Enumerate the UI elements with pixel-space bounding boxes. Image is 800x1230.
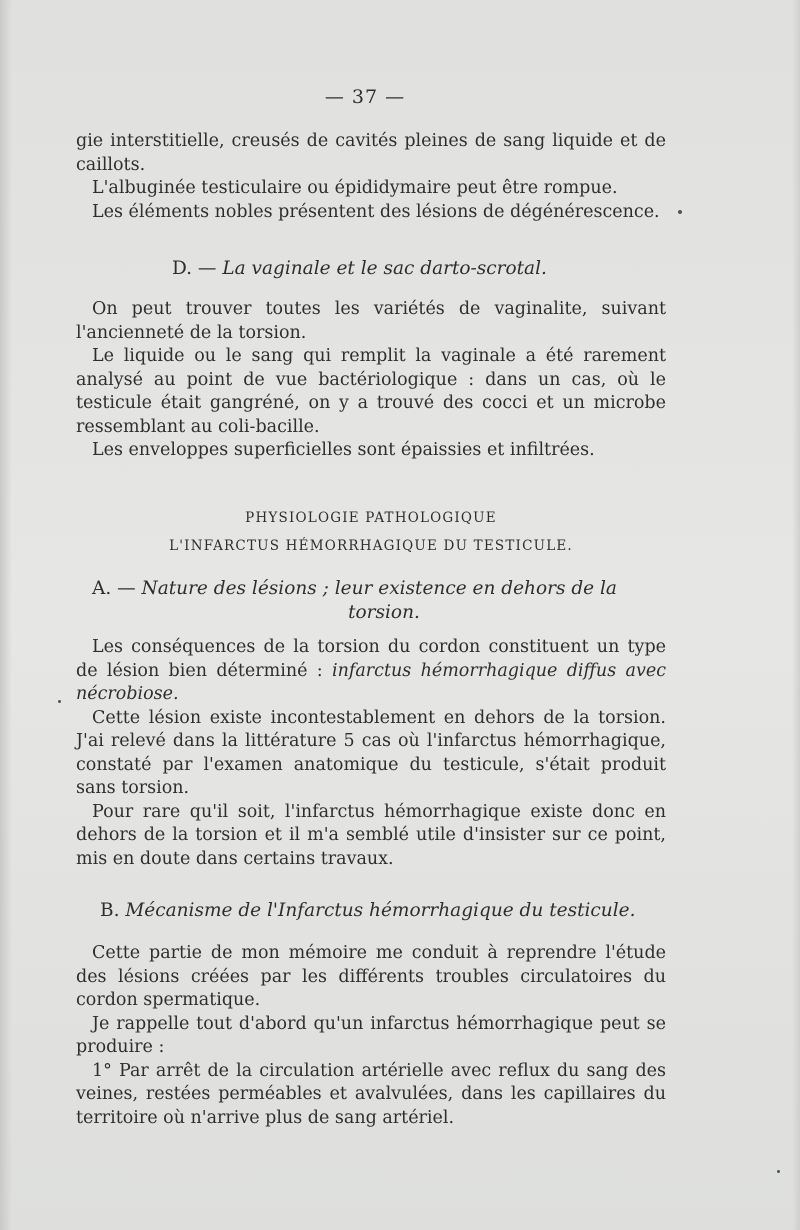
page-edge-shadow-right [792,0,800,1230]
section-label: A. — [92,578,142,599]
paragraph [76,636,666,707]
section-heading-b [100,900,680,921]
section-label: B. [100,900,126,921]
text-block-lesions [76,130,666,224]
text-block-mecanisme [76,942,666,1130]
section-heading-a [76,577,666,625]
section-title: La vaginale et le sac darto-scrotal. [222,258,547,279]
page-edge-shadow-left [0,0,12,1230]
paragraph: Le liquide ou le sang qui remplit la vaginale a été rarement analysé au point de vue bactériologique : dans un cas, où le testicule était gangréné, on y a trouvé des cocci et un microbe ressemblant au coli-bacille. [76,346,666,437]
paragraph: gie interstitielle, creusés de cavités pleines de sang liquide et de caillots. [76,131,666,175]
paragraph: L'albuginée testiculaire ou épididymaire peut être rompue. [92,178,618,198]
section-title-line1: Nature des lésions ; leur existence en dehors de la [141,578,617,599]
paragraph-italic-text: infarctus hémorrhagique diffus avec nécrobiose. [76,660,666,704]
print-speck [678,210,682,214]
paragraph-text: Les conséquences de la torsion du cordon constituent un type de lésion bien déterminé : [76,637,666,681]
print-speck [58,700,61,703]
chapter-heading: PHYSIOLOGIE PATHOLOGIQUE [245,510,497,526]
paragraph: Les enveloppes superficielles sont épaissies et infiltrées. [92,440,595,460]
section-title: Mécanisme de l'Infarctus hémorrhagique du testicule. [125,900,636,921]
section-heading-d [172,258,692,279]
page-number: — 37 — [324,86,406,108]
paragraph: Pour rare qu'il soit, l'infarctus hémorrhagique existe donc en dehors de la torsion et il m'a semblé utile d'insister sur ce point, mis en doute dans certains travaux. [76,801,666,869]
paragraph: Cette lésion existe incontestablement en dehors de la torsion. J'ai relevé dans la littérature 5 cas où l'infarctus hémorrhagique, constaté par l'examen anatomique du testicule, s'était produit sans torsion. [76,707,666,798]
paragraph: On peut trouver toutes les variétés de vaginalite, suivant l'ancienneté de la torsion. [76,299,666,343]
paragraph: Les éléments nobles présentent des lésions de dégénérescence. [92,201,660,222]
text-block-nature [76,636,666,871]
section-label: D. — [172,258,223,279]
paragraph: Cette partie de mon mémoire me conduit à reprendre l'étude des lésions créées par les différents troubles circulatoires du cordon spermatique. [76,943,666,1010]
paragraph: Je rappelle tout d'abord qu'un infarctus hémorrhagique peut se produire : [76,1013,666,1057]
section-title-line2: torsion. [348,602,420,623]
chapter-subheading: L'INFARCTUS HÉMORRHAGIQUE DU TESTICULE. [169,538,573,554]
paragraph: 1° Par arrêt de la circulation artérielle avec reflux du sang des veines, restées perméables et avalvulées, dans les capillaires du territoire où n'arrive plus de sang artériel. [76,1060,666,1128]
text-block-vaginale [76,298,666,463]
print-speck [777,1170,780,1173]
